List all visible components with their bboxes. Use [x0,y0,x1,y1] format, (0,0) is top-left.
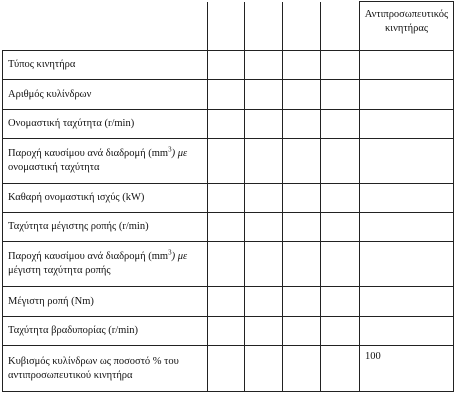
table-row [3,317,454,346]
value-cell [283,110,321,139]
header-blank-cell [208,2,245,51]
value-cell [208,184,245,213]
value-cell [245,317,283,346]
representative-value-cell [360,139,454,184]
value-cell [283,80,321,110]
representative-value-cell [360,51,454,80]
value-cell [245,346,283,392]
row-label-idle-speed: Ταχύτητα βραδυπορίας (r/min) [3,317,208,346]
value-cell [321,346,360,392]
row-label-cylinders: Αριθμός κυλίνδρων [3,80,208,110]
row-label-part: ) με [171,251,188,262]
value-cell [283,287,321,317]
table-row [3,242,454,287]
row-label-cylinder-displacement [3,346,208,392]
row-label-part: Κυβισμός κυλίνδρων ως ποσοστό % του [8,355,179,367]
header-blank-cell [283,2,321,51]
row-label-part: μέγιστη ταχύτητα ροπής [8,265,111,276]
value-cell [245,184,283,213]
value-cell [321,213,360,242]
value-cell [245,110,283,139]
value-cell [245,80,283,110]
table-header-row [3,2,454,51]
row-label-engine-type: Τύπος κινητήρα [3,51,208,80]
table-row [3,80,454,110]
representative-engine-header [360,2,454,51]
row-label-net-rated-power: Καθαρή ονομαστική ισχύς (kW) [3,184,208,213]
value-cell [283,346,321,392]
value-cell [208,317,245,346]
value-cell [321,139,360,184]
header-blank-cell [245,2,283,51]
value-cell [283,184,321,213]
representative-value-cell [360,213,454,242]
representative-value-cell [360,317,454,346]
representative-value-cell [360,80,454,110]
value-cell [245,51,283,80]
row-label-rated-speed: Ονομαστική ταχύτητα (r/min) [3,110,208,139]
value-cell [245,213,283,242]
value-cell [283,242,321,287]
table-row [3,139,454,184]
table-row [3,213,454,242]
table-row [3,184,454,213]
representative-value-cell [360,110,454,139]
value-cell [321,184,360,213]
value-cell [208,51,245,80]
row-label-part: Παροχή καυσίμου ανά διαδρομή (mm [8,148,169,159]
value-cell [208,80,245,110]
row-label-part: ονομαστική ταχύτητα [8,162,100,173]
representative-value-cell [360,184,454,213]
value-cell [208,287,245,317]
row-label-max-torque: Μέγιστη ροπή (Nm) [3,287,208,317]
value-cell [283,139,321,184]
value-cell [245,287,283,317]
value-cell [208,139,245,184]
table-row [3,287,454,317]
value-cell [245,139,283,184]
engine-spec-table [2,1,454,392]
table-row [3,346,454,392]
row-label-part: Παροχή καυσίμου ανά διαδρομή (mm [8,251,169,262]
representative-value-cell [360,242,454,287]
row-label-part: ) με [171,148,188,159]
row-label-fuel-delivery-rated [3,139,208,184]
value-cell [283,213,321,242]
header-blank-cell [321,2,360,51]
header-blank-cell [3,2,208,51]
row-label-part: αντιπροσωπευτικού κινητήρα [8,369,133,381]
value-cell [208,346,245,392]
value-cell [208,242,245,287]
row-label-fuel-delivery-max-torque [3,242,208,287]
representative-value-cell: 100 [360,346,454,392]
table-row [3,110,454,139]
value-cell [321,51,360,80]
value-cell [321,317,360,346]
value-cell [321,80,360,110]
row-label-superscript: 3 [168,145,172,154]
value-cell [283,317,321,346]
row-label-max-torque-speed: Ταχύτητα μέγιστης ροπής (r/min) [3,213,208,242]
representative-engine-header-line1: Αντιπροσωπευτικός [364,9,449,20]
value-cell [208,110,245,139]
value-cell [245,242,283,287]
representative-value-cell [360,287,454,317]
value-cell [283,51,321,80]
value-cell [321,242,360,287]
value-cell [321,110,360,139]
table-row [3,51,454,80]
row-label-superscript: 3 [168,248,172,257]
value-cell [321,287,360,317]
representative-engine-header-line2: κινητήρας [385,23,428,34]
value-cell [208,213,245,242]
